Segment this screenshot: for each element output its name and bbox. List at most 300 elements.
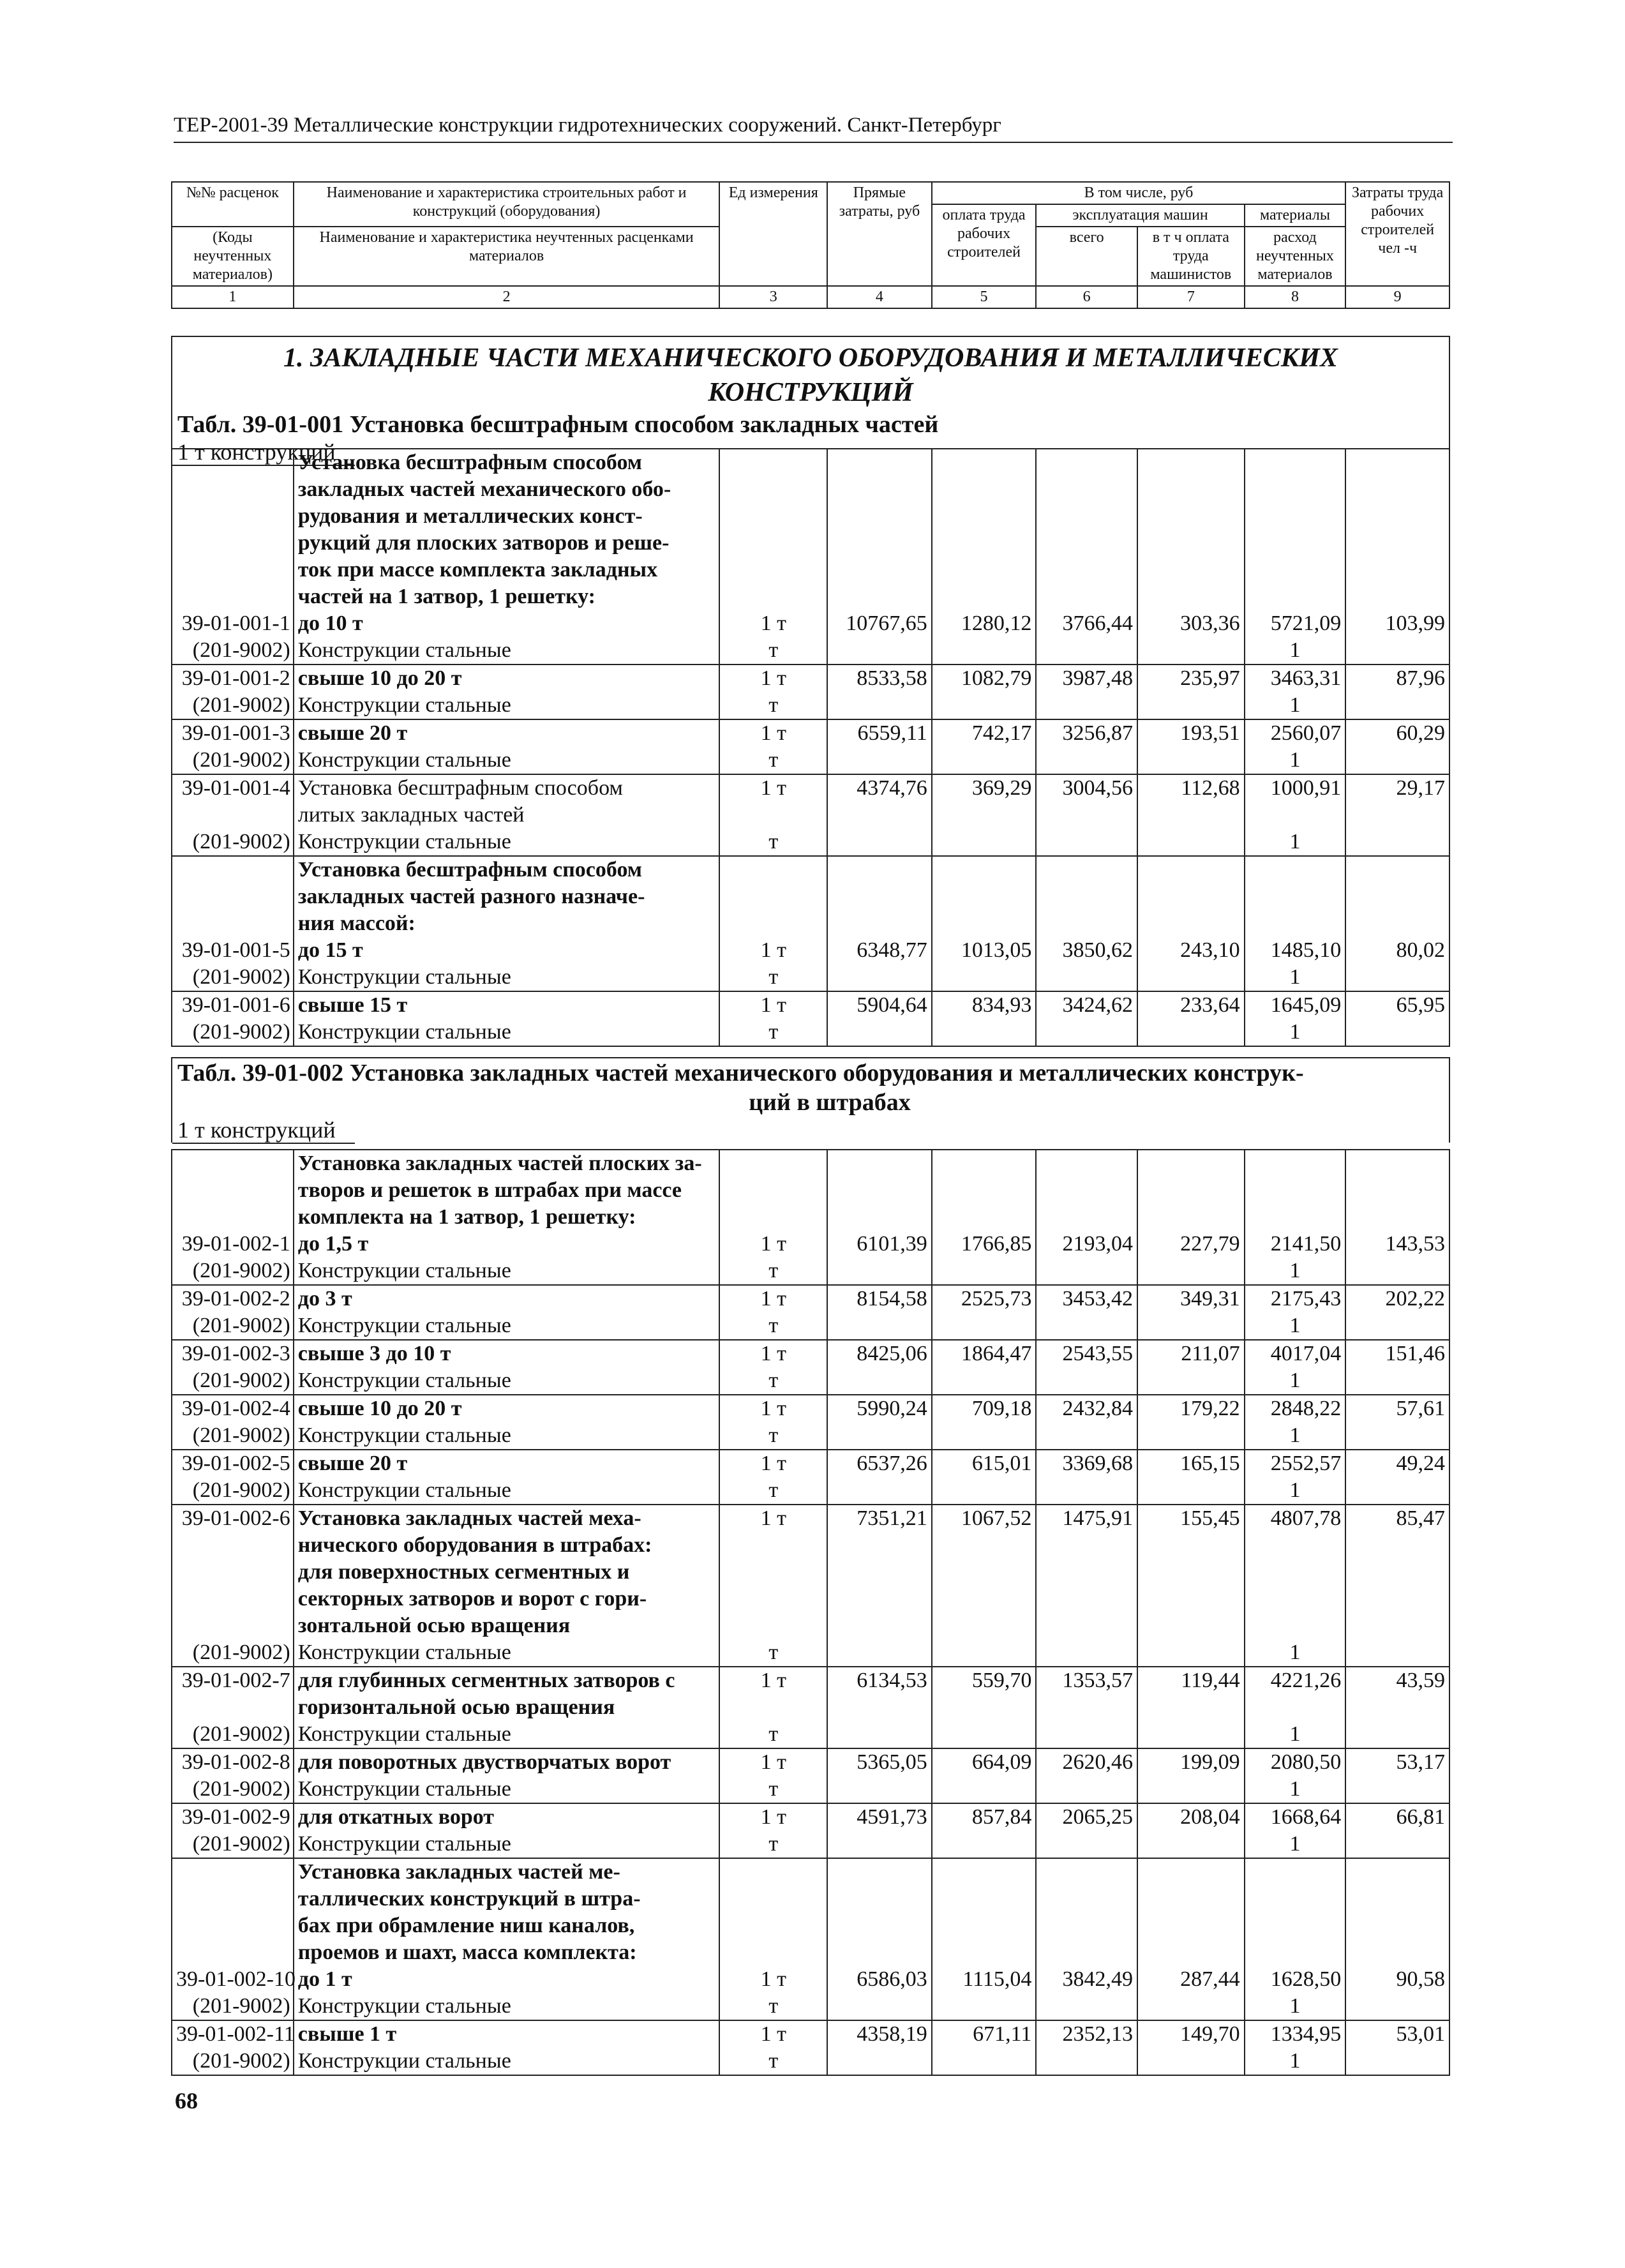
group-intro-text: бах при обрамление ниш каналов, bbox=[294, 1912, 720, 1939]
labor-hours: 49,24 bbox=[1345, 1450, 1449, 1477]
empty-cell bbox=[1345, 1477, 1449, 1505]
empty-cell bbox=[719, 1886, 827, 1912]
empty-cell bbox=[1245, 1586, 1346, 1612]
header-machines-total: всего bbox=[1036, 227, 1137, 286]
empty-cell bbox=[1137, 883, 1245, 910]
material-quantity: 1 bbox=[1245, 1312, 1346, 1340]
empty-cell bbox=[932, 1858, 1037, 1886]
empty-cell bbox=[172, 1559, 294, 1586]
machinists-wages: 243,10 bbox=[1137, 937, 1245, 964]
empty-cell bbox=[1137, 1422, 1245, 1450]
empty-cell bbox=[1036, 1150, 1137, 1177]
empty-cell bbox=[1137, 1312, 1245, 1340]
empty-cell bbox=[932, 1150, 1037, 1177]
header-group: В том числе, руб bbox=[932, 182, 1346, 204]
empty-cell bbox=[719, 476, 827, 503]
machines-total: 3987,48 bbox=[1036, 665, 1137, 692]
empty-cell bbox=[172, 1177, 294, 1204]
material-unit: т bbox=[719, 1831, 827, 1858]
direct-costs: 5904,64 bbox=[827, 991, 932, 1019]
machinists-wages: 227,79 bbox=[1137, 1231, 1245, 1258]
empty-cell bbox=[932, 637, 1037, 665]
empty-cell bbox=[172, 1939, 294, 1966]
header-machines: эксплуатация машин bbox=[1036, 204, 1244, 227]
empty-cell bbox=[1036, 964, 1137, 991]
empty-cell bbox=[1345, 883, 1449, 910]
rate-name: зонтальной осью вращения bbox=[294, 1612, 720, 1639]
empty-cell bbox=[932, 1694, 1037, 1721]
rate-row bbox=[172, 610, 1449, 637]
empty-cell bbox=[1345, 1422, 1449, 1450]
empty-cell bbox=[1036, 1886, 1137, 1912]
materials: 1000,91 bbox=[1245, 774, 1346, 802]
rate-row bbox=[172, 1748, 1449, 1776]
empty-cell bbox=[932, 530, 1037, 557]
empty-cell bbox=[1245, 503, 1346, 530]
labor-hours: 65,95 bbox=[1345, 991, 1449, 1019]
empty-cell bbox=[827, 557, 932, 583]
direct-costs: 5365,05 bbox=[827, 1748, 932, 1776]
rate-row bbox=[172, 991, 1449, 1019]
rate-unit: 1 т bbox=[719, 1667, 827, 1694]
material-name: Конструкции стальные bbox=[294, 1776, 720, 1803]
wages: 615,01 bbox=[932, 1450, 1037, 1477]
empty-cell bbox=[827, 2048, 932, 2075]
rate-code: 39-01-002-2 bbox=[172, 1285, 294, 1312]
group-intro-text: комплекта на 1 затвор, 1 решетку: bbox=[294, 1204, 720, 1231]
wages: 834,93 bbox=[932, 991, 1037, 1019]
empty-cell bbox=[1036, 557, 1137, 583]
empty-cell bbox=[932, 829, 1037, 856]
wages: 1067,52 bbox=[932, 1505, 1037, 1532]
direct-costs: 5990,24 bbox=[827, 1395, 932, 1422]
material-name: Конструкции стальные bbox=[294, 1422, 720, 1450]
group-intro-text: Установка закладных частей ме- bbox=[294, 1858, 720, 1886]
machines-total: 3766,44 bbox=[1036, 610, 1137, 637]
empty-cell bbox=[1036, 1312, 1137, 1340]
material-name: Конструкции стальные bbox=[294, 1019, 720, 1046]
rate-name: секторных затворов и ворот с гори- bbox=[294, 1586, 720, 1612]
material-name: Конструкции стальные bbox=[294, 2048, 720, 2075]
empty-cell bbox=[1345, 1258, 1449, 1285]
rate-row bbox=[172, 1966, 1449, 1993]
col-num: 9 bbox=[1345, 286, 1449, 308]
rate-name: свыше 20 т bbox=[294, 719, 720, 747]
empty-cell bbox=[1345, 1367, 1449, 1395]
rate-name: нического оборудования в штрабах: bbox=[294, 1532, 720, 1559]
empty-cell bbox=[1036, 1422, 1137, 1450]
empty-cell bbox=[1245, 856, 1346, 883]
empty-cell bbox=[719, 1694, 827, 1721]
material-quantity: 1 bbox=[1245, 1776, 1346, 1803]
direct-costs: 6348,77 bbox=[827, 937, 932, 964]
materials: 4221,26 bbox=[1245, 1667, 1346, 1694]
empty-cell bbox=[1036, 1559, 1137, 1586]
empty-cell bbox=[1345, 1939, 1449, 1966]
empty-cell bbox=[932, 1886, 1037, 1912]
material-unit: т bbox=[719, 1258, 827, 1285]
empty-cell bbox=[172, 1150, 294, 1177]
rate-code: 39-01-002-8 bbox=[172, 1748, 294, 1776]
empty-cell bbox=[1137, 503, 1245, 530]
empty-cell bbox=[1345, 1204, 1449, 1231]
machines-total: 1475,91 bbox=[1036, 1505, 1137, 1532]
empty-cell bbox=[1036, 1258, 1137, 1285]
empty-cell bbox=[172, 856, 294, 883]
empty-cell bbox=[1345, 637, 1449, 665]
direct-costs: 8425,06 bbox=[827, 1340, 932, 1367]
labor-hours: 66,81 bbox=[1345, 1803, 1449, 1831]
material-name: Конструкции стальные bbox=[294, 1312, 720, 1340]
empty-cell bbox=[172, 910, 294, 937]
empty-cell bbox=[932, 1204, 1037, 1231]
material-name: Конструкции стальные bbox=[294, 1831, 720, 1858]
empty-cell bbox=[827, 1559, 932, 1586]
machines-total: 3424,62 bbox=[1036, 991, 1137, 1019]
materials: 2175,43 bbox=[1245, 1285, 1346, 1312]
machinists-wages: 165,15 bbox=[1137, 1450, 1245, 1477]
empty-cell bbox=[1345, 1776, 1449, 1803]
machines-total: 2432,84 bbox=[1036, 1395, 1137, 1422]
rate-unit: 1 т bbox=[719, 610, 827, 637]
empty-cell bbox=[932, 1912, 1037, 1939]
header-material-usage: расход неучтенных материалов bbox=[1245, 227, 1346, 286]
rate-unit: 1 т bbox=[719, 774, 827, 802]
header-machinists: в т ч оплата труда машинистов bbox=[1137, 227, 1245, 286]
empty-cell bbox=[1137, 1993, 1245, 2020]
empty-cell bbox=[932, 2048, 1037, 2075]
material-name: Конструкции стальные bbox=[294, 829, 720, 856]
material-unit: т bbox=[719, 1993, 827, 2020]
empty-cell bbox=[1345, 964, 1449, 991]
material-unit: т bbox=[719, 1721, 827, 1748]
rate-name: горизонтальной осью вращения bbox=[294, 1694, 720, 1721]
empty-cell bbox=[827, 1422, 932, 1450]
empty-cell bbox=[932, 1831, 1037, 1858]
labor-hours: 87,96 bbox=[1345, 665, 1449, 692]
group-intro-text: Установка закладных частей плоских за- bbox=[294, 1150, 720, 1177]
col-num: 8 bbox=[1245, 286, 1346, 308]
empty-cell bbox=[1036, 692, 1137, 719]
rate-unit: 1 т bbox=[719, 719, 827, 747]
wages: 742,17 bbox=[932, 719, 1037, 747]
group-intro-text: Установка бесштрафным способом bbox=[294, 449, 720, 476]
labor-hours: 53,01 bbox=[1345, 2020, 1449, 2048]
material-name: Конструкции стальные bbox=[294, 1258, 720, 1285]
rate-unit: 1 т bbox=[719, 1285, 827, 1312]
material-row bbox=[172, 1721, 1449, 1748]
material-row bbox=[172, 1477, 1449, 1505]
machines-total: 3842,49 bbox=[1036, 1966, 1137, 1993]
empty-cell bbox=[1137, 802, 1245, 829]
group-intro-text: частей на 1 затвор, 1 решетку: bbox=[294, 583, 720, 610]
material-row bbox=[172, 1312, 1449, 1340]
empty-cell bbox=[1137, 1858, 1245, 1886]
empty-cell bbox=[1137, 1559, 1245, 1586]
direct-costs: 6101,39 bbox=[827, 1231, 932, 1258]
empty-cell bbox=[827, 1204, 932, 1231]
empty-cell bbox=[719, 1150, 827, 1177]
wages: 1280,12 bbox=[932, 610, 1037, 637]
direct-costs: 10767,65 bbox=[827, 610, 932, 637]
empty-cell bbox=[1345, 1912, 1449, 1939]
empty-cell bbox=[1345, 1532, 1449, 1559]
material-unit: т bbox=[719, 637, 827, 665]
empty-cell bbox=[827, 1586, 932, 1612]
rate-row bbox=[172, 1231, 1449, 1258]
labor-hours: 151,46 bbox=[1345, 1340, 1449, 1367]
empty-cell bbox=[719, 1586, 827, 1612]
material-row bbox=[172, 1639, 1449, 1667]
material-quantity: 1 bbox=[1245, 1422, 1346, 1450]
empty-cell bbox=[1345, 1150, 1449, 1177]
empty-cell bbox=[1345, 476, 1449, 503]
empty-cell bbox=[827, 1858, 932, 1886]
empty-cell bbox=[827, 829, 932, 856]
rate-code: 39-01-001-4 bbox=[172, 774, 294, 802]
empty-cell bbox=[1345, 1177, 1449, 1204]
empty-cell bbox=[719, 910, 827, 937]
machines-total: 2543,55 bbox=[1036, 1340, 1137, 1367]
empty-cell bbox=[719, 802, 827, 829]
rate-row bbox=[172, 1450, 1449, 1477]
empty-cell bbox=[932, 1776, 1037, 1803]
material-code: (201-9002) bbox=[172, 964, 294, 991]
material-row bbox=[172, 1993, 1449, 2020]
empty-cell bbox=[172, 557, 294, 583]
material-quantity: 1 bbox=[1245, 747, 1346, 774]
rate-name: литых закладных частей bbox=[294, 802, 720, 829]
rate-unit: 1 т bbox=[719, 2020, 827, 2048]
rate-unit: 1 т bbox=[719, 1748, 827, 1776]
empty-cell bbox=[1245, 1559, 1346, 1586]
empty-cell bbox=[1036, 1612, 1137, 1639]
empty-cell bbox=[1137, 557, 1245, 583]
rate-name: для поверхностных сегментных и bbox=[294, 1559, 720, 1586]
material-quantity: 1 bbox=[1245, 637, 1346, 665]
empty-cell bbox=[1245, 1694, 1346, 1721]
empty-cell bbox=[1245, 1858, 1346, 1886]
empty-cell bbox=[172, 1912, 294, 1939]
empty-cell bbox=[719, 530, 827, 557]
empty-cell bbox=[1137, 856, 1245, 883]
table-banner-39-01-002 bbox=[171, 1057, 1450, 1143]
empty-cell bbox=[1036, 1586, 1137, 1612]
empty-cell bbox=[1345, 856, 1449, 883]
empty-cell bbox=[1036, 1532, 1137, 1559]
direct-costs: 6559,11 bbox=[827, 719, 932, 747]
material-unit: т bbox=[719, 964, 827, 991]
empty-cell bbox=[1345, 1639, 1449, 1667]
material-row bbox=[172, 2048, 1449, 2075]
labor-hours: 90,58 bbox=[1345, 1966, 1449, 1993]
material-code: (201-9002) bbox=[172, 1019, 294, 1046]
material-row bbox=[172, 1776, 1449, 1803]
empty-cell bbox=[172, 583, 294, 610]
empty-cell bbox=[827, 449, 932, 476]
material-unit: т bbox=[719, 1422, 827, 1450]
rate-name: до 10 т bbox=[294, 610, 720, 637]
rate-unit: 1 т bbox=[719, 1340, 827, 1367]
material-quantity: 1 bbox=[1245, 1019, 1346, 1046]
labor-hours: 143,53 bbox=[1345, 1231, 1449, 1258]
empty-cell bbox=[1245, 802, 1346, 829]
empty-cell bbox=[719, 583, 827, 610]
empty-cell bbox=[1345, 1831, 1449, 1858]
col-num: 4 bbox=[827, 286, 932, 308]
empty-cell bbox=[932, 1367, 1037, 1395]
empty-cell bbox=[827, 503, 932, 530]
empty-cell bbox=[1345, 557, 1449, 583]
empty-cell bbox=[827, 1776, 932, 1803]
material-code: (201-9002) bbox=[172, 1312, 294, 1340]
empty-cell bbox=[1345, 802, 1449, 829]
materials: 2080,50 bbox=[1245, 1748, 1346, 1776]
empty-cell bbox=[827, 910, 932, 937]
material-code: (201-9002) bbox=[172, 1258, 294, 1285]
table-title-39-01-002-cont: ций в штрабах bbox=[749, 1089, 911, 1116]
empty-cell bbox=[1137, 1831, 1245, 1858]
material-row bbox=[172, 1831, 1449, 1858]
material-quantity: 1 bbox=[1245, 2048, 1346, 2075]
material-code: (201-9002) bbox=[172, 1831, 294, 1858]
empty-cell bbox=[1345, 2048, 1449, 2075]
empty-cell bbox=[1036, 910, 1137, 937]
material-code: (201-9002) bbox=[172, 1993, 294, 2020]
empty-cell bbox=[827, 1831, 932, 1858]
rate-unit: 1 т bbox=[719, 1231, 827, 1258]
material-name: Конструкции стальные bbox=[294, 637, 720, 665]
rate-row bbox=[172, 1803, 1449, 1831]
table-39-01-002 bbox=[171, 1149, 1450, 2076]
material-row bbox=[172, 637, 1449, 665]
empty-cell bbox=[719, 557, 827, 583]
empty-cell bbox=[1245, 449, 1346, 476]
column-numbers-row bbox=[172, 286, 1449, 308]
machinists-wages: 149,70 bbox=[1137, 2020, 1245, 2048]
direct-costs: 8154,58 bbox=[827, 1285, 932, 1312]
empty-cell bbox=[1137, 1939, 1245, 1966]
empty-cell bbox=[1036, 1694, 1137, 1721]
empty-cell bbox=[1137, 692, 1245, 719]
empty-cell bbox=[719, 1858, 827, 1886]
empty-cell bbox=[719, 1912, 827, 1939]
machinists-wages: 199,09 bbox=[1137, 1748, 1245, 1776]
group-intro-text: ния массой: bbox=[294, 910, 720, 937]
empty-cell bbox=[1245, 1912, 1346, 1939]
col-num: 3 bbox=[719, 286, 827, 308]
empty-cell bbox=[172, 1612, 294, 1639]
empty-cell bbox=[172, 449, 294, 476]
empty-cell bbox=[827, 476, 932, 503]
group-intro-text: Установка бесштрафным способом bbox=[294, 856, 720, 883]
material-code: (201-9002) bbox=[172, 829, 294, 856]
empty-cell bbox=[172, 1858, 294, 1886]
empty-cell bbox=[1345, 583, 1449, 610]
wages: 1115,04 bbox=[932, 1966, 1037, 1993]
section-title: 1. ЗАКЛАДНЫЕ ЧАСТИ МЕХАНИЧЕСКОГО ОБОРУДОВАНИЯ И МЕТАЛЛИЧЕСКИХ КОНСТРУКЦИЙ bbox=[283, 343, 1338, 407]
material-name: Конструкции стальные bbox=[294, 964, 720, 991]
empty-cell bbox=[932, 802, 1037, 829]
empty-cell bbox=[719, 449, 827, 476]
material-quantity: 1 bbox=[1245, 1639, 1346, 1667]
rate-name: свыше 10 до 20 т bbox=[294, 665, 720, 692]
wages: 671,11 bbox=[932, 2020, 1037, 2048]
direct-costs: 4591,73 bbox=[827, 1803, 932, 1831]
table-unit: 1 т конструкций bbox=[177, 1117, 1444, 1143]
material-name: Конструкции стальные bbox=[294, 1367, 720, 1395]
materials: 3463,31 bbox=[1245, 665, 1346, 692]
rate-code: 39-01-002-6 bbox=[172, 1505, 294, 1532]
rate-row bbox=[172, 665, 1449, 692]
empty-cell bbox=[1036, 1477, 1137, 1505]
rate-name: до 3 т bbox=[294, 1285, 720, 1312]
machinists-wages: 193,51 bbox=[1137, 719, 1245, 747]
empty-cell bbox=[1345, 1559, 1449, 1586]
empty-cell bbox=[172, 476, 294, 503]
table-title-39-01-002: Табл. 39-01-002 Установка закладных частей механического оборудования и металлических конструк- bbox=[177, 1060, 1304, 1086]
rate-code: 39-01-001-6 bbox=[172, 991, 294, 1019]
empty-cell bbox=[827, 1367, 932, 1395]
empty-cell bbox=[719, 1939, 827, 1966]
empty-cell bbox=[1245, 476, 1346, 503]
rate-code: 39-01-001-5 bbox=[172, 937, 294, 964]
machines-total: 2065,25 bbox=[1036, 1803, 1137, 1831]
empty-cell bbox=[1245, 1939, 1346, 1966]
empty-cell bbox=[827, 1993, 932, 2020]
page-number: 68 bbox=[175, 2088, 198, 2114]
empty-cell bbox=[1137, 1586, 1245, 1612]
header-name: Наименование и характеристика строительных работ и конструкций (оборудования) bbox=[294, 182, 720, 227]
direct-costs: 8533,58 bbox=[827, 665, 932, 692]
machines-total: 2620,46 bbox=[1036, 1748, 1137, 1776]
empty-cell bbox=[827, 1150, 932, 1177]
empty-cell bbox=[827, 1532, 932, 1559]
empty-cell bbox=[1036, 883, 1137, 910]
empty-cell bbox=[1245, 910, 1346, 937]
material-row bbox=[172, 692, 1449, 719]
material-code: (201-9002) bbox=[172, 692, 294, 719]
material-row bbox=[172, 1422, 1449, 1450]
material-unit: т bbox=[719, 692, 827, 719]
empty-cell bbox=[827, 1912, 932, 1939]
empty-cell bbox=[1137, 910, 1245, 937]
material-quantity: 1 bbox=[1245, 1367, 1346, 1395]
empty-cell bbox=[1137, 449, 1245, 476]
header-direct-costs: Прямые затраты, руб bbox=[827, 182, 932, 286]
empty-cell bbox=[172, 883, 294, 910]
machines-total: 1353,57 bbox=[1036, 1667, 1137, 1694]
materials: 1645,09 bbox=[1245, 991, 1346, 1019]
wages: 709,18 bbox=[932, 1395, 1037, 1422]
rate-code: 39-01-001-1 bbox=[172, 610, 294, 637]
materials: 2848,22 bbox=[1245, 1395, 1346, 1422]
machines-total: 2352,13 bbox=[1036, 2020, 1137, 2048]
wages: 1864,47 bbox=[932, 1340, 1037, 1367]
col-num: 6 bbox=[1036, 286, 1137, 308]
empty-cell bbox=[932, 964, 1037, 991]
empty-cell bbox=[172, 503, 294, 530]
empty-cell bbox=[1345, 1019, 1449, 1046]
empty-cell bbox=[719, 856, 827, 883]
empty-cell bbox=[932, 1532, 1037, 1559]
empty-cell bbox=[827, 1612, 932, 1639]
rate-name: свыше 10 до 20 т bbox=[294, 1395, 720, 1422]
header-materials: материалы bbox=[1245, 204, 1346, 227]
empty-cell bbox=[1036, 1639, 1137, 1667]
empty-cell bbox=[1345, 1886, 1449, 1912]
empty-cell bbox=[1345, 1586, 1449, 1612]
